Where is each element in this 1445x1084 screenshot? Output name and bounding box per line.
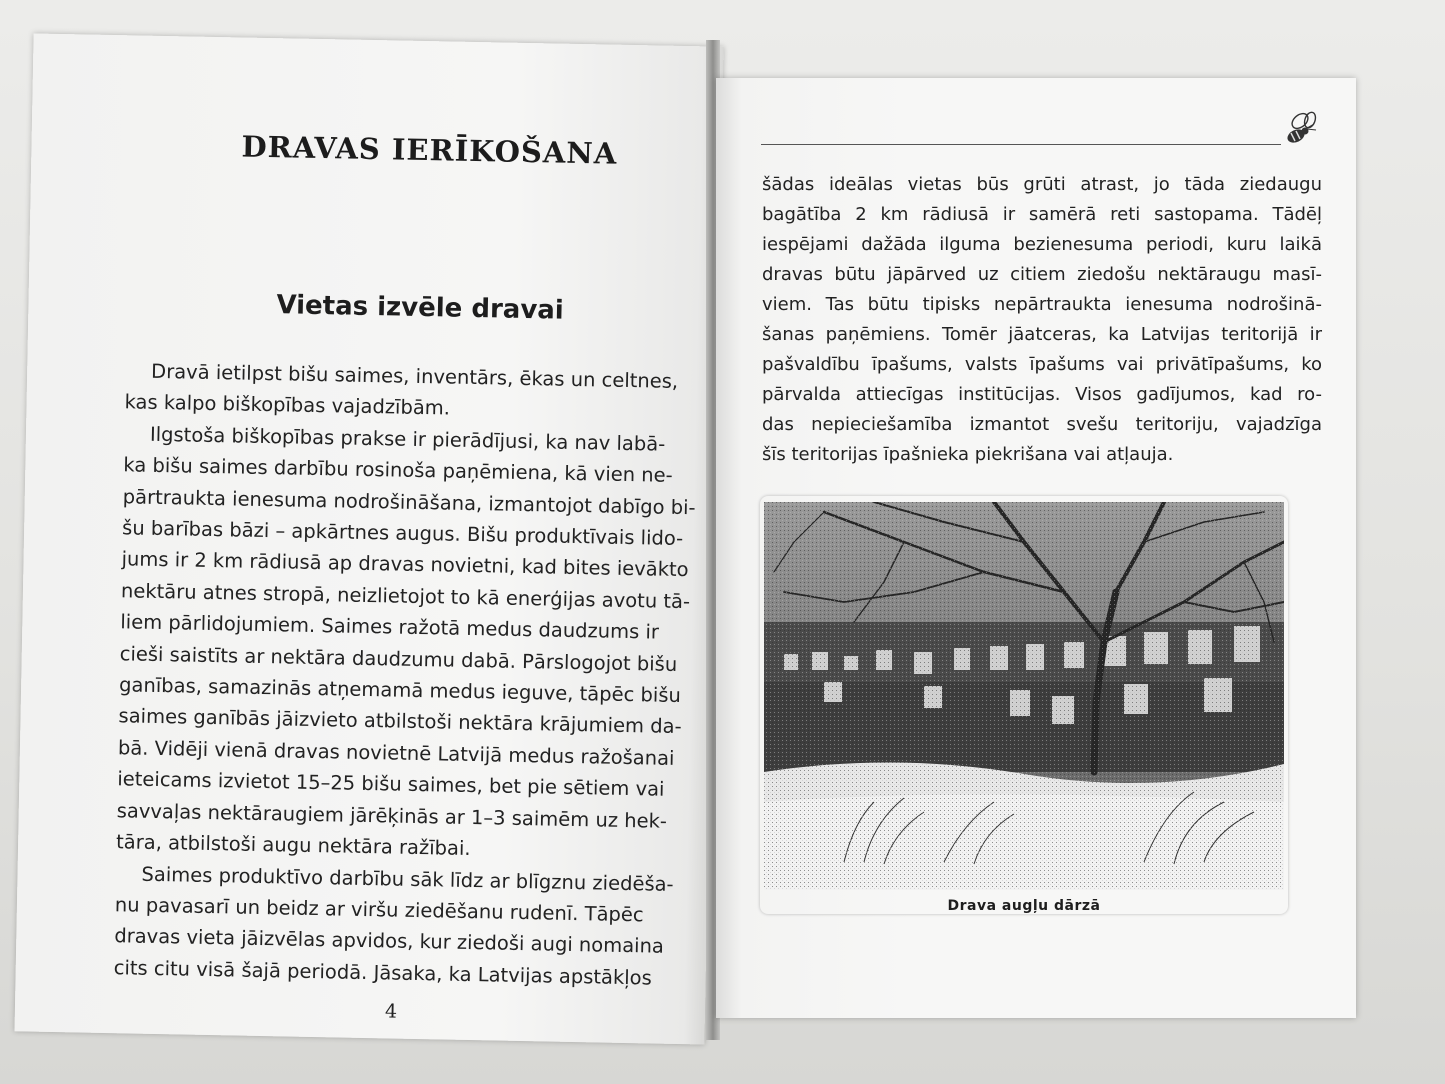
- text-line: pārtraukta ienesuma nodrošināšana, izmantojot dabīgo bi-: [122, 484, 696, 519]
- left-body-text: [113, 355, 705, 994]
- text-line: Dravā ietilpst bišu saimes, inventārs, ēkas un celtnes,: [150, 359, 679, 393]
- header-rule: [761, 144, 1281, 145]
- text-line: pārvalda attiecīgas institūcijas. Visos gadījumos, kad ro-: [762, 384, 1322, 405]
- text-line: iespējami dažāda ilguma bezienesuma periodi, kuru laikā: [762, 234, 1322, 255]
- text-line: tāra, atbilstoši augu nektāra ražībai.: [115, 830, 471, 861]
- text-line: savvaļas nektāraugiem jārēķinās ar 1–3 saimēm uz hek-: [116, 798, 668, 833]
- text-line: nu pavasarī un beidz ar viršu ziedēšanu rudenī. Tāpēc: [114, 893, 644, 927]
- text-line: pašvaldību īpašums, valsts īpašums vai privātīpašums, ko: [762, 354, 1322, 375]
- bee-icon: [1276, 106, 1324, 154]
- apiary-photo: [764, 502, 1284, 890]
- left-page: [14, 33, 723, 1044]
- text-line: šīs teritorijas īpašnieka piekrišana vai atļauja.: [762, 444, 1174, 465]
- text-line: ganības, samazinās atņemamā medus ieguve, tāpēc bišu: [118, 673, 682, 708]
- text-line: cits citu visā šajā periodā. Jāsaka, ka Latvijas apstākļos: [113, 955, 652, 990]
- text-line: ieteicams izvietot 15–25 bišu saimes, bet pie sētiem vai: [117, 767, 665, 801]
- text-line: liem pārlidojumiem. Saimes ražotā medus daudzums ir: [120, 610, 660, 644]
- text-line: bā. Vidēji vienā dravas novietnē Latvijā medus ražošanai: [117, 736, 675, 770]
- text-line: nektāru atnes stropā, neizlietojot to kā enerģijas avotu tā-: [120, 579, 691, 614]
- right-body-text: [762, 170, 1322, 470]
- text-line: dravas būtu jāpārved uz citiem ziedošu nektāraugu masī-: [762, 264, 1322, 285]
- text-line: jums ir 2 km rādiusā ap dravas novietni, kad bites ievākto: [121, 547, 689, 582]
- chapter-title: DRAVAS IERĪKOŠANA: [241, 129, 618, 171]
- text-line: kas kalpo biškopības vajadzībām.: [124, 390, 451, 420]
- text-line: das nepieciešamība izmantot svešu teritoriju, vajadzīga: [762, 414, 1322, 435]
- figure-caption: Drava augļu dārzā: [947, 898, 1101, 914]
- text-line: bagātība 2 km rādiusā ir samērā reti sastopama. Tādēļ: [762, 204, 1322, 225]
- page-number: 4: [384, 1000, 398, 1023]
- text-line: šanas paņēmiens. Tomēr jāatceras, ka Latvijas teritorijā ir: [762, 324, 1322, 345]
- text-line: cieši saistīts ar nektāra daudzumu dabā. Pārslogojot bišu: [119, 641, 678, 676]
- section-title: Vietas izvēle dravai: [276, 290, 565, 326]
- text-line: Ilgstoša biškopības prakse ir pierādījusi, ka nav labā-: [149, 422, 666, 456]
- text-line: viem. Tas būtu tipisks nepārtraukta ienesuma nodrošinā-: [762, 294, 1322, 315]
- text-line: šādas ideālas vietas būs grūti atrast, jo tāda ziedaugu: [762, 174, 1322, 195]
- text-line: Saimes produktīvo darbību sāk līdz ar blīgznu ziedēša-: [141, 862, 674, 896]
- text-line: saimes ganībās jāizvieto atbilstoši nektāra krājumiem da-: [118, 704, 682, 739]
- text-line: dravas vieta jāizvēlas apvidos, kur ziedoši augi nomaina: [114, 924, 665, 959]
- right-page: [716, 78, 1356, 1018]
- text-line: ka bišu saimes darbību rosinoša paņēmiena, kā vien ne-: [123, 453, 673, 488]
- text-line: šu barības bāzi – apkārtnes augus. Bišu produktīvais lido-: [121, 516, 684, 551]
